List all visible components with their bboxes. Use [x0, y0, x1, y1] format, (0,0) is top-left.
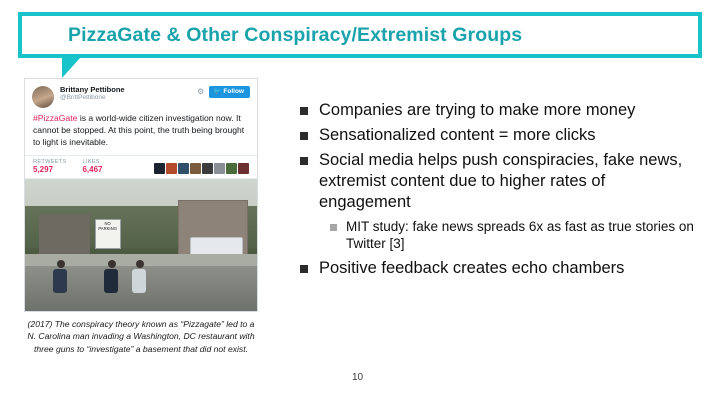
tweet-retweets [33, 159, 66, 175]
tweet-header [25, 79, 257, 111]
slide-title-banner [18, 12, 702, 58]
twitter-bird-icon: 🐦 [213, 88, 222, 95]
bullet-marker-icon [300, 132, 308, 140]
bullet-marker-icon [300, 107, 308, 115]
engager-avatar [238, 163, 249, 174]
tweet-screenshot [24, 78, 258, 312]
banner-tail-decoration [62, 58, 80, 78]
bullet-item [300, 125, 696, 146]
engager-avatar [202, 163, 213, 174]
tweet-hashtag[interactable]: #PizzaGate [33, 113, 78, 123]
tweet-header-actions [197, 86, 250, 98]
tweet-handle: @BrittPettibone [60, 94, 106, 102]
engager-avatar [226, 163, 237, 174]
bullet-marker-icon [300, 265, 308, 273]
bullet-text: Positive feedback creates echo chambers [319, 258, 625, 277]
gear-icon[interactable]: ⚙ [197, 86, 205, 96]
follow-button-label: Follow [223, 88, 244, 95]
tweet-display-name: Brittany Pettibone [60, 85, 125, 94]
tweet-body-text: is a world-wide citizen investigation now. It cannot be stopped. At this point, the truth being brought to light is inevitable. [33, 113, 245, 147]
figure-caption: (2017) The conspiracy theory known as “Pizzagate” led to a N. Carolina man invading a Washington, DC restaurant with three guns to “investigate” a basement that did not exist. [27, 319, 255, 354]
engager-avatar [214, 163, 225, 174]
engager-avatar [154, 163, 165, 174]
bullet-text: MIT study: fake news spreads 6x as fast as true stories on Twitter [3] [346, 218, 694, 252]
avatar [32, 86, 54, 108]
follow-button[interactable] [209, 86, 250, 98]
bullet-item-sub [330, 218, 696, 253]
bullet-item [300, 150, 696, 213]
photo-building-left [39, 214, 90, 259]
tweet-retweets-value: 5,297 [33, 165, 54, 174]
bullet-list [300, 100, 696, 283]
bullet-marker-icon [330, 224, 337, 231]
photo-person [104, 260, 120, 293]
figure-column [24, 78, 258, 355]
news-photo [25, 178, 257, 311]
tweet-likes-label: LIKES [82, 158, 100, 165]
engager-avatar [190, 163, 201, 174]
photo-person [53, 260, 69, 293]
bullet-text: Sensationalized content = more clicks [319, 126, 596, 145]
tweet-retweets-label: RETWEETS [33, 158, 67, 165]
bullet-text: Companies are trying to make more money [319, 101, 636, 119]
bullet-text: Social media helps push conspiracies, fake news, extremist content due to higher rates of engagement [319, 151, 683, 212]
page-title: PizzaGate & Other Conspiracy/Extremist Groups [68, 23, 523, 46]
tweet-text [25, 111, 257, 155]
tweet-likes-value: 6,467 [82, 165, 103, 174]
tweet-author [60, 86, 197, 101]
page-number: 10 [352, 372, 364, 383]
engager-avatar [166, 163, 177, 174]
photo-street-sign: NO PARKING [95, 219, 121, 249]
bullet-marker-icon [300, 157, 308, 165]
engager-avatar [178, 163, 189, 174]
bullet-item [300, 258, 696, 279]
bullet-item [300, 100, 696, 121]
engager-avatars [154, 159, 249, 174]
tweet-likes [82, 159, 102, 175]
photo-person [132, 260, 148, 293]
tweet-stats [25, 155, 257, 179]
